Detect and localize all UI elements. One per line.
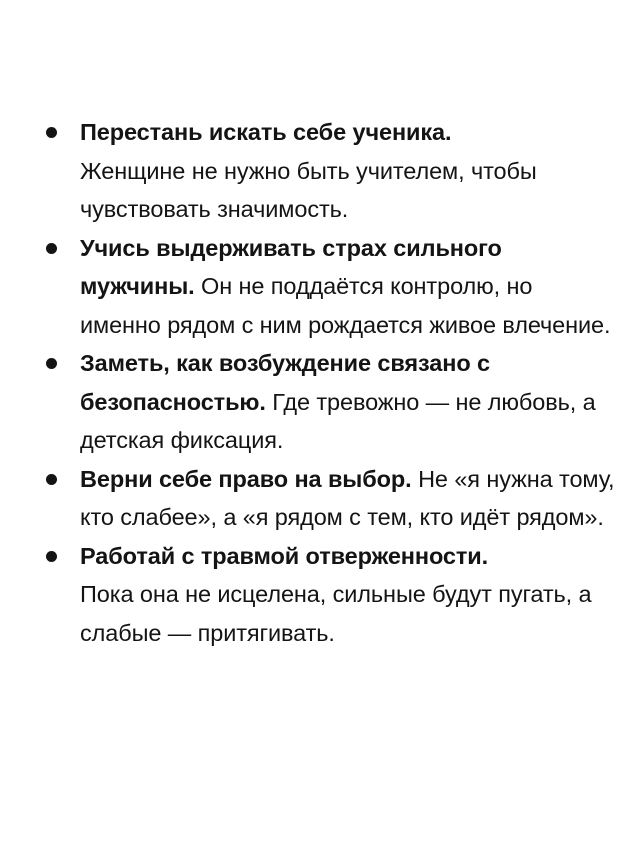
item-body: Где тревожно — не любовь, а детская фиксация. [80,388,596,453]
item-body: Он не поддаётся контролю, но именно рядом с ним рождается живое влечение. [80,273,611,338]
bullet-icon [46,243,57,254]
item-heading: Верни себе право на выбор. [80,465,412,492]
item-heading: Перестань искать себе ученика. [80,119,452,145]
item-body: Женщине не нужно быть учителем, чтобы чувствовать значимость. [80,157,537,222]
list-item [0,537,640,653]
bullet-icon [46,127,57,138]
bullet-icon [46,358,57,369]
list-item [0,460,640,537]
list-item [0,344,640,460]
advice-list [0,113,640,652]
item-heading: Работай с травмой отверженности. [80,542,489,569]
item-body: Пока она не исцелена, сильные будут пугать, а слабые — притягивать. [80,581,592,646]
list-item [0,229,640,345]
list-item [0,113,640,229]
bullet-icon [46,551,57,562]
item-heading: Заметь, как возбуждение связано с безопасностью. [80,350,491,415]
item-heading: Учись выдерживать страх сильного мужчины. [80,234,502,299]
item-body: Не «я нужна тому, кто слабее», а «я рядом с тем, кто идёт рядом». [80,465,615,530]
bullet-icon [46,474,57,485]
